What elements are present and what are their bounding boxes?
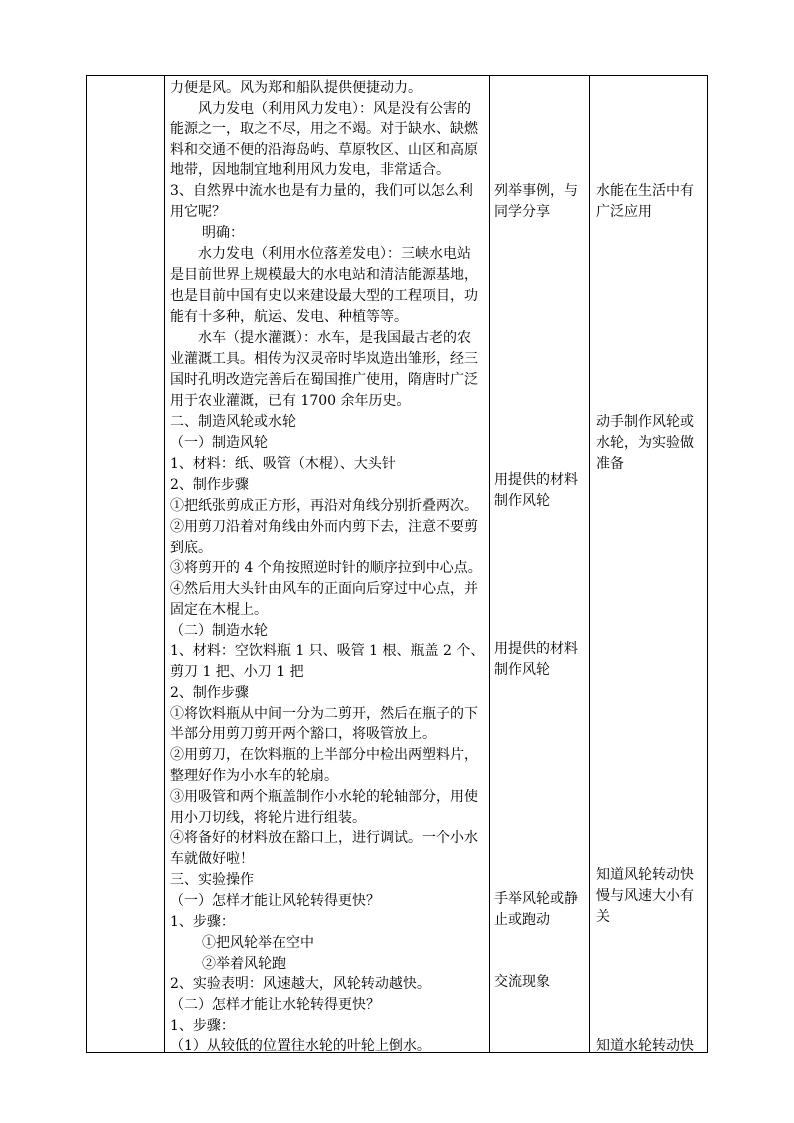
student-activity-line: 列举事例，与 bbox=[494, 183, 578, 199]
content-line: 能源之一，取之不尽，用之不竭。对于缺水、缺燃 bbox=[170, 121, 478, 137]
content-line: ①把纸张剪成正方形，再沿对角线分别折叠两次。 bbox=[170, 498, 478, 514]
content-line: （二）怎样才能让水轮转得更快？ bbox=[170, 997, 380, 1013]
content-line: 风力发电（利用风力发电）：风是没有公害的 bbox=[198, 101, 471, 117]
design-intent-line: 慢与风速大小有 bbox=[596, 888, 694, 904]
content-line: 三、实验操作 bbox=[170, 872, 254, 888]
content-line: 1、步骤： bbox=[170, 914, 235, 930]
content-line: 2、制作步骤 bbox=[170, 685, 249, 701]
column-divider bbox=[164, 76, 165, 1052]
content-line: ①将饮料瓶从中间一分为二剪开，然后在瓶子的下 bbox=[170, 706, 478, 722]
content-line: （1）从较低的位置往水轮的叶轮上倒水。 bbox=[170, 1038, 431, 1054]
content-line: 车就做好啦！ bbox=[170, 851, 254, 867]
student-activity-line: 交流现象 bbox=[494, 974, 550, 990]
content-line: 国时孔明改造完善后在蜀国推广使用，隋唐时广泛 bbox=[170, 372, 478, 388]
content-line: 到底。 bbox=[170, 540, 212, 556]
content-line: 固定在木棍上。 bbox=[170, 602, 268, 618]
design-intent-line: 知道风轮转动快 bbox=[596, 867, 694, 883]
content-line: ②举着风轮跑 bbox=[202, 956, 286, 972]
content-line: 2、实验表明：风速越大，风轮转动越快。 bbox=[170, 976, 431, 992]
column-divider bbox=[589, 76, 590, 1052]
content-line: ①把风轮举在空中 bbox=[202, 935, 314, 951]
design-intent-line: 广泛应用 bbox=[596, 204, 652, 220]
content-line: 也是目前中国有史以来建设最大型的工程项目，功 bbox=[170, 288, 478, 304]
design-intent-line: 动手制作风轮或 bbox=[596, 414, 694, 430]
content-line: 地带，因地制宜地利用风力发电，非常适合。 bbox=[170, 162, 450, 178]
content-line: 水车（提水灌溉）：水车，是我国最古老的农 bbox=[198, 330, 471, 346]
content-line: 用于农业灌溉，已有 1700 余年历史。 bbox=[170, 393, 411, 409]
content-line: 水力发电（利用水位落差发电）：三峡水电站 bbox=[198, 246, 471, 262]
content-line: 能有十多种，航运、发电、种植等等。 bbox=[170, 309, 408, 325]
content-line: 二、制造风轮或水轮 bbox=[170, 414, 296, 430]
design-intent-line: 准备 bbox=[596, 456, 624, 472]
content-line: 半部分用剪刀剪开两个豁口，将吸管放上。 bbox=[170, 726, 436, 742]
content-line: ③用吸管和两个瓶盖制作小水轮的轮轴部分，用使 bbox=[170, 789, 478, 805]
student-activity-line: 用提供的材料 bbox=[494, 472, 578, 488]
student-activity-line: 用提供的材料 bbox=[494, 641, 578, 657]
design-intent-line: 关 bbox=[596, 909, 610, 925]
content-line: 3、自然界中流水也是有力量的，我们可以怎么利 bbox=[170, 183, 473, 199]
student-activity-line: 同学分享 bbox=[494, 204, 550, 220]
content-line: ③将剪开的 4 个角按照逆时针的顺序拉到中心点。 bbox=[170, 560, 482, 576]
design-intent-line: 水轮，为实验做 bbox=[596, 435, 694, 451]
lesson-table bbox=[86, 75, 708, 1053]
design-intent-line: 水能在生活中有 bbox=[596, 183, 694, 199]
content-line: ④然后用大头针由风车的正面向后穿过中心点，并 bbox=[170, 581, 478, 597]
content-line: 明确： bbox=[202, 225, 244, 241]
content-line: （一）怎样才能让风轮转得更快？ bbox=[170, 893, 380, 909]
content-line: 剪刀 1 把、小刀 1 把 bbox=[170, 664, 304, 680]
content-line: 整理好作为小水车的轮扇。 bbox=[170, 768, 338, 784]
content-line: 1、材料：纸、吸管（木棍）、大头针 bbox=[170, 456, 396, 472]
student-activity-line: 手举风轮或静 bbox=[494, 891, 578, 907]
content-line: 业灌溉工具。相传为汉灵帝时毕岚造出雏形，经三 bbox=[170, 351, 478, 367]
content-line: 2、制作步骤 bbox=[170, 477, 249, 493]
design-intent-line: 知道水轮转动快 bbox=[596, 1038, 694, 1054]
content-line: 料和交通不便的沿海岛屿、草原牧区、山区和高原 bbox=[170, 142, 478, 158]
content-line: 用它呢？ bbox=[170, 204, 226, 220]
content-line: 1、材料：空饮料瓶 1 只、吸管 1 根、瓶盖 2 个、 bbox=[170, 643, 485, 659]
content-line: ②用剪刀沿着对角线由外而内剪下去，注意不要剪 bbox=[170, 519, 478, 535]
content-line: 用小刀切线，将轮片进行组装。 bbox=[170, 810, 366, 826]
content-line: ④将备好的材料放在豁口上，进行调试。一个小水 bbox=[170, 830, 478, 846]
content-line: 是目前世界上规模最大的水电站和清洁能源基地， bbox=[170, 267, 478, 283]
student-activity-line: 制作风轮 bbox=[494, 662, 550, 678]
student-activity-line: 止或跑动 bbox=[494, 912, 550, 928]
content-line: 力便是风。风为郑和船队提供便捷动力。 bbox=[170, 80, 422, 96]
content-line: 1、步骤： bbox=[170, 1018, 235, 1034]
student-activity-line: 制作风轮 bbox=[494, 493, 550, 509]
content-line: ②用剪刀，在饮料瓶的上半部分中检出两塑料片， bbox=[170, 747, 478, 763]
content-line: （二）制造水轮 bbox=[170, 623, 268, 639]
content-line: （一）制造风轮 bbox=[170, 435, 268, 451]
column-divider bbox=[489, 76, 490, 1052]
